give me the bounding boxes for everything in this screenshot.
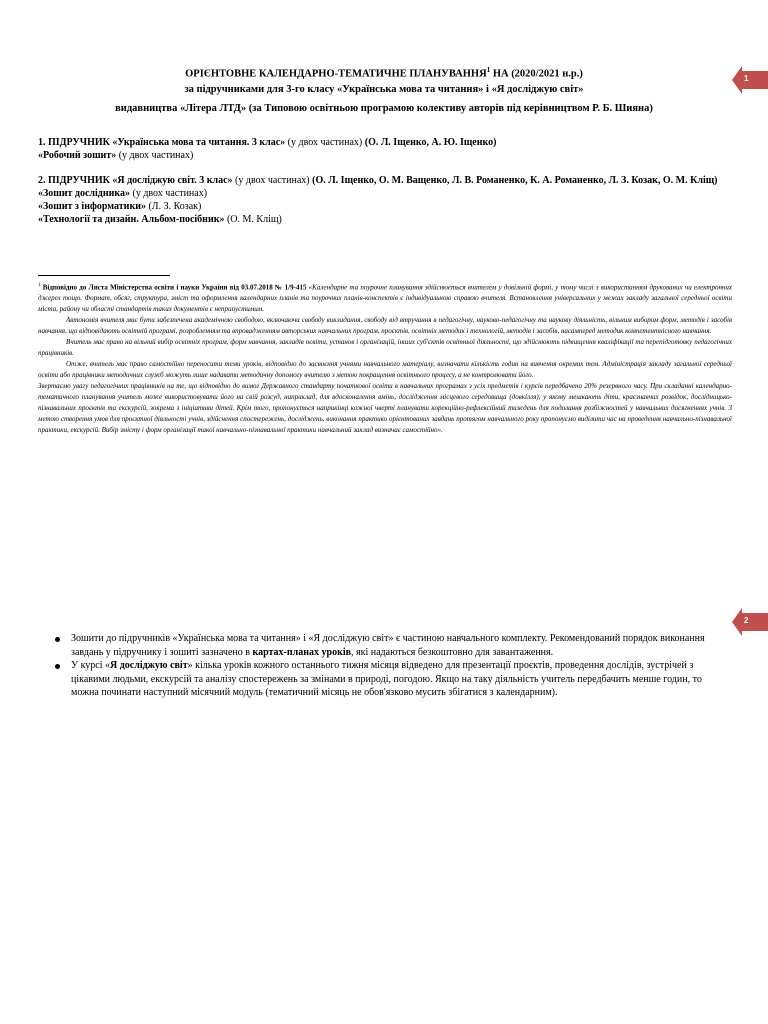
notes-list [52, 632, 732, 700]
list-item [52, 659, 732, 700]
list-item [52, 632, 732, 659]
bullet-2-text: У курсі « [71, 660, 111, 671]
textbook-2-item-3 [38, 213, 728, 226]
bullet-1-tail: , які надаються безкоштовно для завантаження. [351, 646, 554, 658]
bullet-2-bold: Я досліджую світ [110, 660, 188, 671]
item-1-tail: (у двох частинах) [129, 188, 208, 199]
textbook-2-line [38, 174, 728, 187]
footnote-ref[interactable]: 1 [486, 66, 491, 74]
textbook-2-title: 2. ПІДРУЧНИК «Я досліджую світ. 3 клас» [38, 175, 233, 186]
footnote-divider [38, 275, 170, 276]
bullet-icon [55, 637, 60, 642]
marker-label: 1 [744, 74, 749, 83]
workbook-title: «Робочий зошит» [38, 150, 117, 161]
bullet-1-text: Зошити до підручників «Українська мова та читання» і «Я досліджую світ» є частиною навчального комплекту. Рекомендований порядок виконання завдань у підручнику і зошиті зазначено в [71, 633, 705, 658]
footnote-paragraph-2: Автономія вчителя має бути забезпечена академічною свободою, включаючи свободу викладання, свободу від втручання в педагогічну, науково-педагогічну та наукову діяльність, вільним вибором форм, методів і засобів навчання, що відповідають освітній програмі, розробленням та впровадженням авторських навчальних програм, проєктів, освітніх методик і технологій, методів і засобів, насамперед методик компетентнісного навчання. [38, 316, 732, 336]
footnote [38, 280, 732, 436]
footnote-paragraph-4: Отже, вчитель має право самостійно переносити теми уроків, відповідно до засвоєння учнями навчального матеріалу, визначати кількість годин на вивчення окремих тем. Адміністрація закладу загальної середньої освіти або працівники методичних служб можуть лише надавати методичну допомогу вчителю з метою покращення освітнього процесу, а не контролювати його. [38, 360, 732, 380]
textbook-1-line [38, 136, 738, 149]
document-subtitle: за підручниками для 3-го класу «Українська мова та читання» і «Я досліджую світ» [184, 84, 584, 95]
item-3-title: «Технології та дизайн. Альбом-посібник» [38, 214, 225, 225]
textbook-2-item-2 [38, 200, 728, 213]
item-1-title: «Зошит дослідника» [38, 188, 130, 199]
marker-label: 2 [744, 616, 749, 625]
textbook-1 [38, 136, 738, 162]
textbook-2-item-1 [38, 187, 728, 200]
page-marker-2[interactable] [732, 608, 768, 636]
title-text: ОРІЄНТОВНЕ КАЛЕНДАРНО-ТЕМАТИЧНЕ ПЛАНУВАННЯ [185, 68, 487, 80]
textbook-1-parts: (у двох частинах) [285, 137, 365, 148]
textbook-1-title: 1. ПІДРУЧНИК «Українська мова та читання. 3 клас» [38, 137, 286, 148]
footnote-paragraph-5: Звертаємо увагу педагогічних працівників на те, що відповідно до вимог Державного стандарту початкової освіти в навчальних програмах з усіх предметів і курсів передбачено 20% резервного часу. При складанні календарно-тематичного планування учитель може використовувати його на свій розсуд, наприклад, для вдосконалення вмінь, дослідження місцевого середовища (довкілля), у якому мешкають діти, краєзнавчих розвідок, дослідницько-пізнавальних проєктів та екскурсій, зокрема з ініціативи дітей. Крім того, пропонується наприкінці кожної чверті планувати корекційно-рефлексійний тиждень для подолання розбіжностей у навчальних досягненнях учнів. З метою створення умов для проєктної діяльності учнів, здійснення спостережень, досліджень, виконання практико орієнтованих завдань протягом навчального року пропонуємо виділити час на проведення навчально-пізнавальної практики, екскурсій. Вибір змісту і форм організації такої навчально-пізнавальної практики навчальний заклад визначає самостійно». [38, 382, 732, 435]
item-3-tail: (О. М. Кліщ) [224, 214, 282, 225]
bullet-2-tail: » кілька уроків кожного останнього тижня місяця відведено для презентації проєктів, проведення дослідів, зустрічей з цікавими людьми, екскурсій та аналізу спостережень за змінами в природі, погодою. Якщо на таку діяльність учитель передбачить менше годин, то можна починати наступний місячний модуль (тематичний місяць не обов'язково мусить збігатися з календарним). [71, 660, 702, 698]
bullet-icon [55, 664, 60, 669]
item-2-title: «Зошит з інформатики» [38, 201, 146, 212]
textbook-1-authors: (О. Л. Іщенко, А. Ю. Іщенко) [364, 137, 497, 148]
footnote-number: 1 [38, 283, 41, 288]
textbook-2 [38, 174, 728, 226]
title-year: НА (2020/2021 н.р.) [490, 68, 583, 80]
page-marker-1[interactable] [732, 66, 768, 94]
arrow-marker-icon [732, 66, 768, 94]
footnote-text-1: «Календарне та поурочне планування здійснюється вчителем у довільній формі, у тому числі з використанням друкованих чи електронних джерел тощо. Формат, обсяг, структура, зміст та оформлення календарних планів та поурочних планів-конспектів є індивідуальною справою вчителя. Встановлення універсальних у межах закладу загальної середньої освіти міста, району чи області стандартів таких документів є неприпустимим. [38, 283, 732, 314]
textbook-1-workbook [38, 149, 738, 162]
footnote-paragraph-3: Вчитель має право на вільний вибір освітніх програм, форм навчання, закладів освіти, установ і організацій, інших суб'єктів освітньої діяльності, що здійснюють підвищення кваліфікації та перепідготовку педагогічних працівників. [38, 338, 732, 358]
item-2-tail: (Л. З. Козак) [145, 201, 202, 212]
footnote-source: Відповідно до Листа Міністерства освіти і науки України від 03.07.2018 № 1/9-415 [40, 283, 307, 292]
textbook-2-parts: (у двох частинах) [232, 175, 313, 186]
workbook-parts: (у двох частинах) [116, 150, 194, 161]
document-publisher: видавництва «Літера ЛТД» (за Типовою освітньою програмою колективу авторів під керівництвом Р. Б. Шияна) [115, 103, 653, 114]
bullet-1-bold: картах-планах уроків [252, 646, 352, 658]
footnote-paragraph-1 [38, 280, 732, 315]
document-title [0, 66, 768, 80]
arrow-marker-icon [732, 608, 768, 636]
textbook-2-authors: (О. Л. Іщенко, О. М. Ващенко, Л. В. Романенко, К. А. Романенко, Л. З. Козак, О. М. Кліщ) [312, 175, 718, 186]
